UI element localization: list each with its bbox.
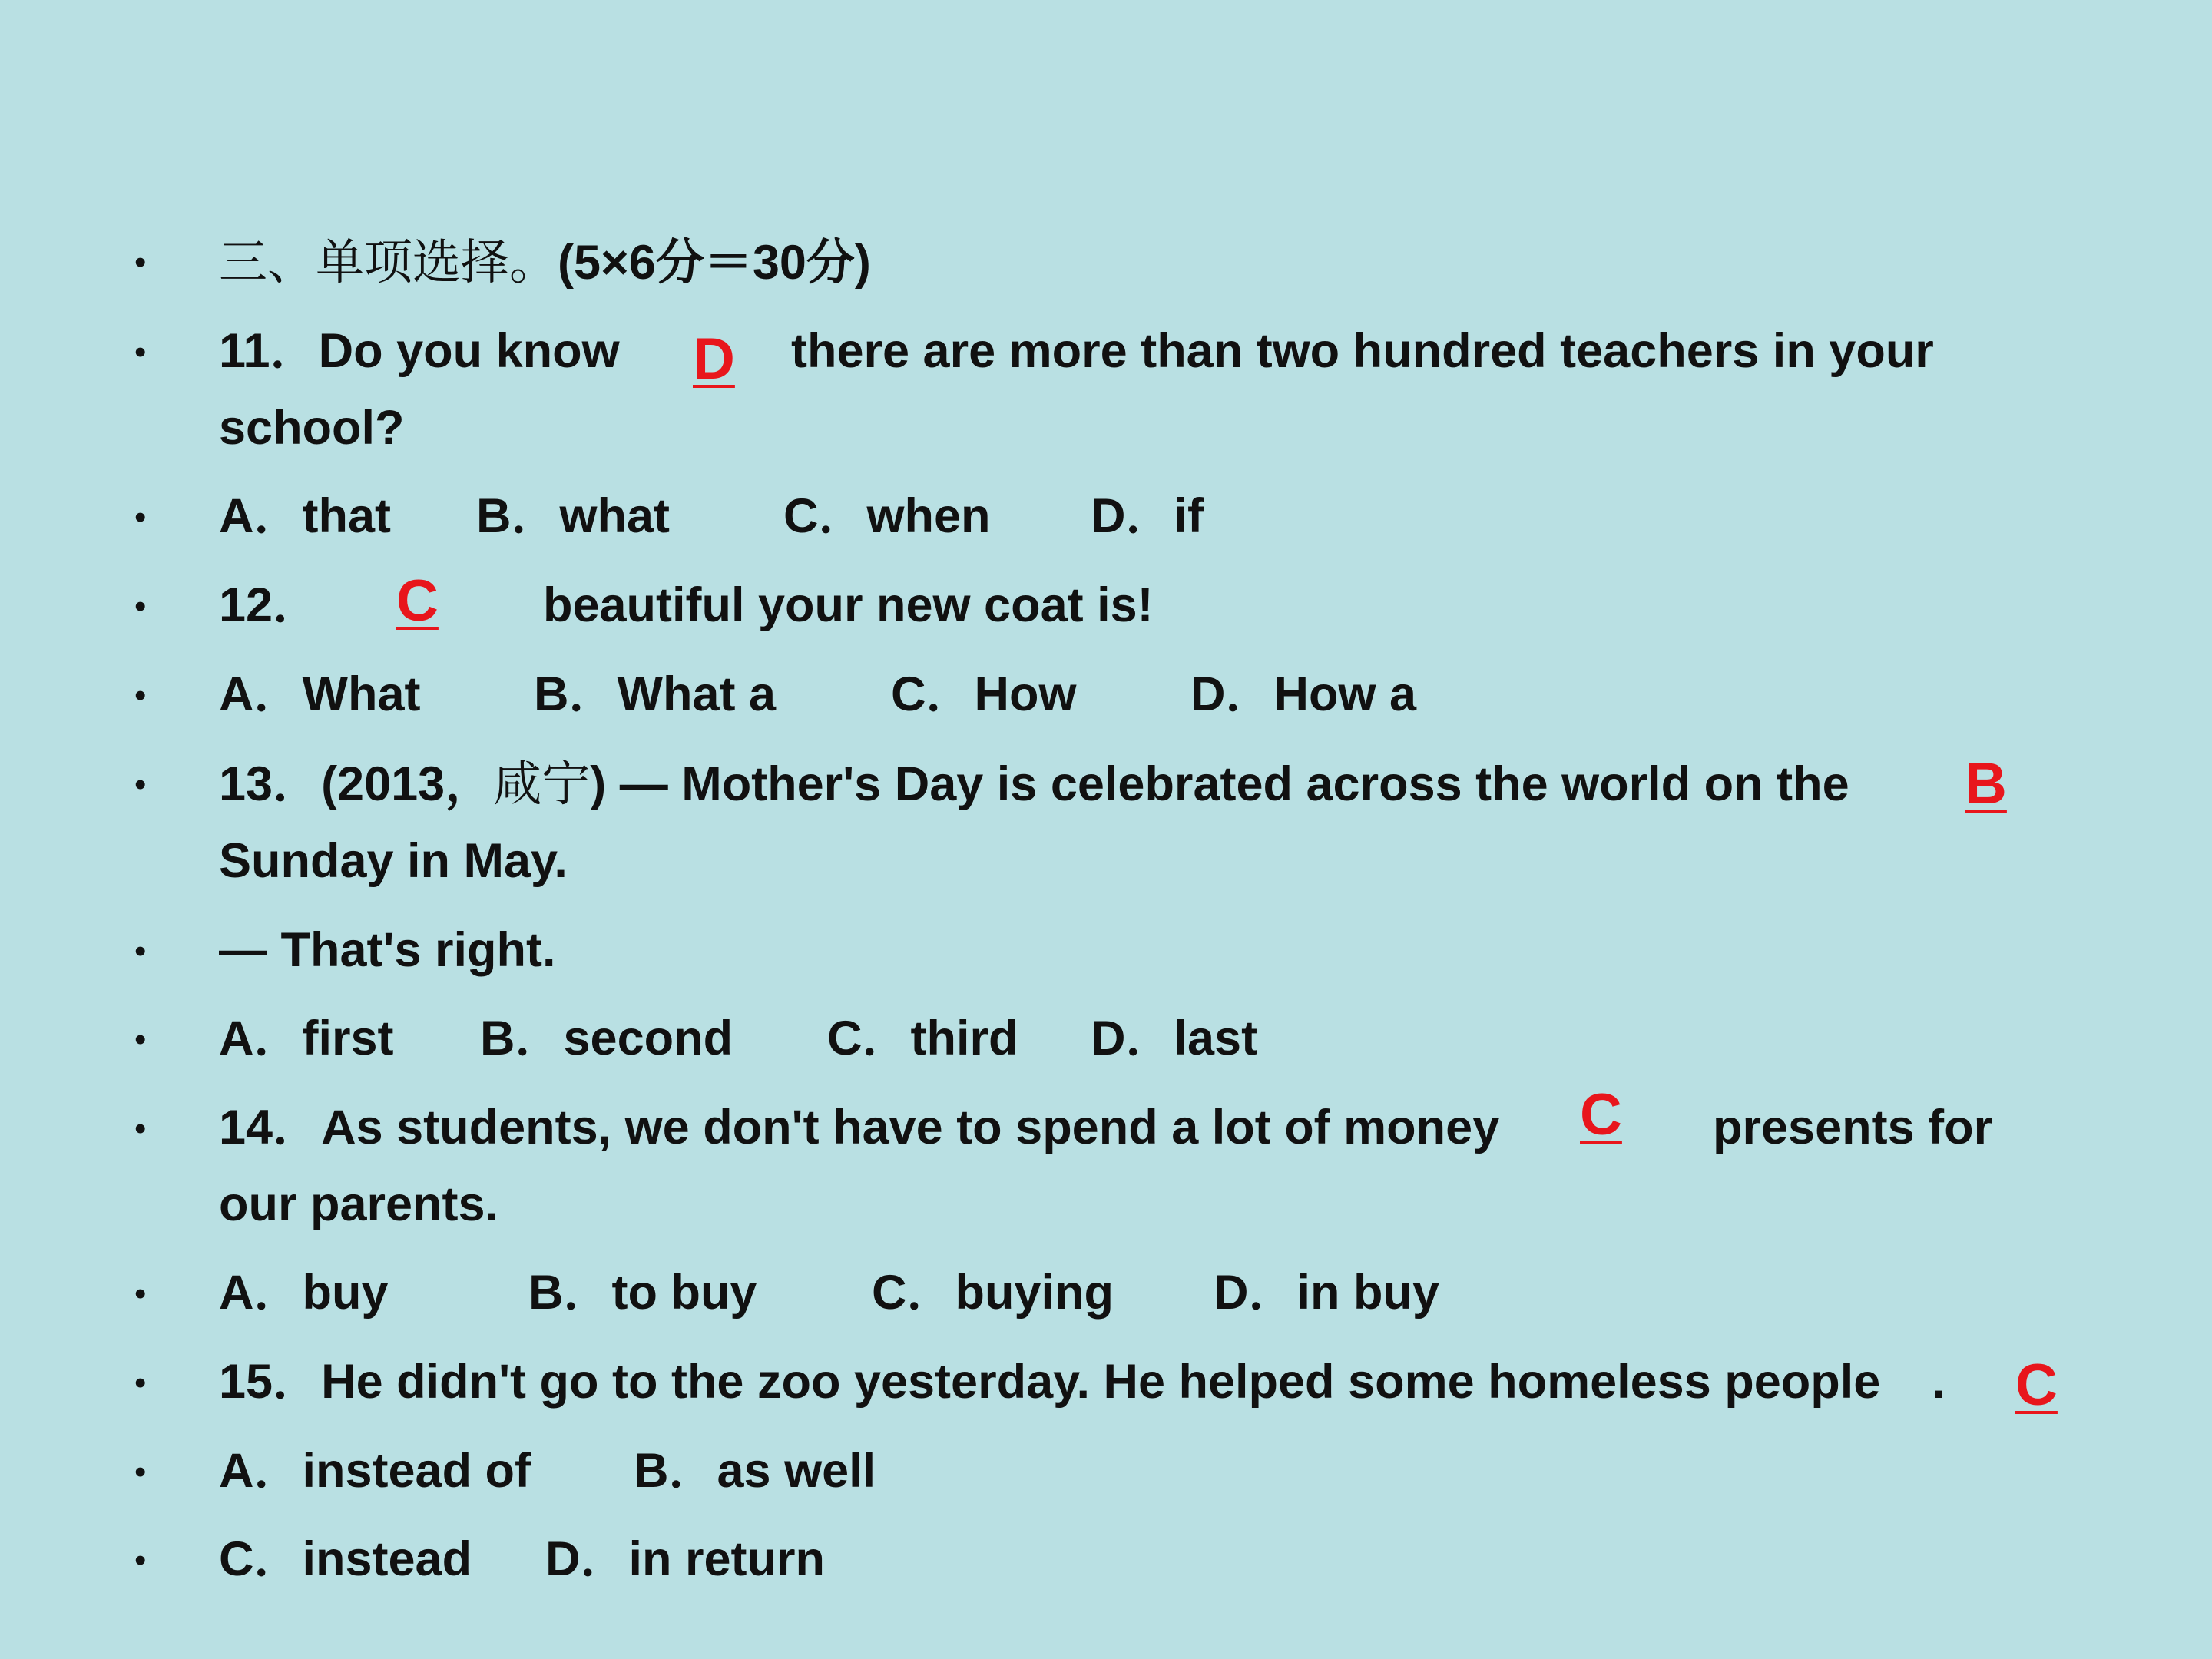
q11-line1: [219, 324, 620, 378]
bullet: •: [134, 1275, 147, 1313]
q11-option-c: C．when: [783, 489, 991, 543]
q14-line1: [219, 1101, 1500, 1154]
q12-number: 12．: [219, 578, 322, 632]
bullet: •: [134, 677, 147, 714]
q15-option-a: A．instead of: [219, 1444, 531, 1498]
q14-text-pre: As students, we don't have to spend a lot of money: [321, 1101, 1500, 1154]
q11-line2: school?: [219, 401, 405, 455]
q14-option-c: C．buying: [872, 1266, 1114, 1320]
q15-line1: [219, 1355, 1881, 1409]
bullet: •: [134, 932, 147, 970]
q14-option-b: B．to buy: [528, 1266, 757, 1320]
q12-option-a: A．What: [219, 667, 421, 721]
q13-source-close: ): [590, 757, 607, 811]
q12-text: beautiful your new coat is!: [543, 578, 1154, 632]
q13-option-b: B．second: [480, 1012, 733, 1065]
q12-option-c: C．How: [891, 667, 1077, 721]
q15-option-b: B．as well: [634, 1444, 876, 1498]
q15-option-d: D．in return: [545, 1532, 826, 1586]
q13-source-cn: 咸宁: [493, 756, 591, 812]
bullet: •: [134, 766, 147, 803]
bullet: •: [134, 1110, 147, 1147]
q11-option-b: B．what: [476, 489, 670, 543]
q11-text-post: there are more than two hundred teachers in your: [791, 324, 1934, 378]
q13-line1: [219, 756, 1849, 812]
q13-line2: Sunday in May.: [219, 834, 568, 888]
q11-option-d: D．if: [1091, 489, 1204, 543]
q13-option-a: A．first: [219, 1012, 394, 1065]
section-title: [219, 234, 871, 290]
q13-source-open: (2013，: [321, 757, 494, 811]
q15-text: He didn't go to the zoo yesterday. He helped some homeless people: [321, 1355, 1881, 1409]
q13-option-d: D．last: [1091, 1012, 1258, 1065]
q11-answer: D: [693, 326, 735, 392]
bullet: •: [134, 1364, 147, 1402]
q15-text-end: .: [1932, 1355, 1945, 1409]
q14-answer: C: [1580, 1082, 1622, 1147]
q13-text: — Mother's Day is celebrated across the world on the: [606, 757, 1849, 811]
q14-line2: our parents.: [219, 1177, 499, 1231]
bullet: •: [134, 243, 147, 281]
q12-option-d: D．How a: [1190, 667, 1417, 721]
section-title-score: (5×6分＝30分): [558, 236, 871, 290]
q11-text-pre: Do you know: [318, 324, 620, 378]
bullet: •: [134, 1453, 147, 1491]
q14-number: 14．: [219, 1101, 322, 1154]
q14-text-post: presents for: [1713, 1101, 1993, 1154]
bullet: •: [134, 333, 147, 371]
q13-number: 13．: [219, 757, 322, 811]
bullet: •: [134, 1541, 147, 1579]
q11-number: 11．: [219, 324, 319, 378]
q13-reply: — That's right.: [219, 923, 556, 977]
bullet: •: [134, 498, 147, 536]
q13-answer: B: [1965, 751, 2007, 816]
bullet: •: [134, 588, 147, 625]
q12-answer: C: [396, 568, 439, 634]
q15-number: 15．: [219, 1355, 322, 1409]
q13-option-c: C．third: [827, 1012, 1018, 1065]
q14-option-d: D．in buy: [1214, 1266, 1439, 1320]
q14-option-a: A．buy: [219, 1266, 389, 1320]
q15-answer: C: [2015, 1353, 2058, 1418]
q11-option-a: A．that: [219, 489, 391, 543]
bullet: •: [134, 1021, 147, 1058]
section-title-cn: 三、单项选择。: [219, 234, 558, 290]
q15-option-c: C．instead: [219, 1532, 472, 1586]
q12-option-b: B．What a: [534, 667, 776, 721]
